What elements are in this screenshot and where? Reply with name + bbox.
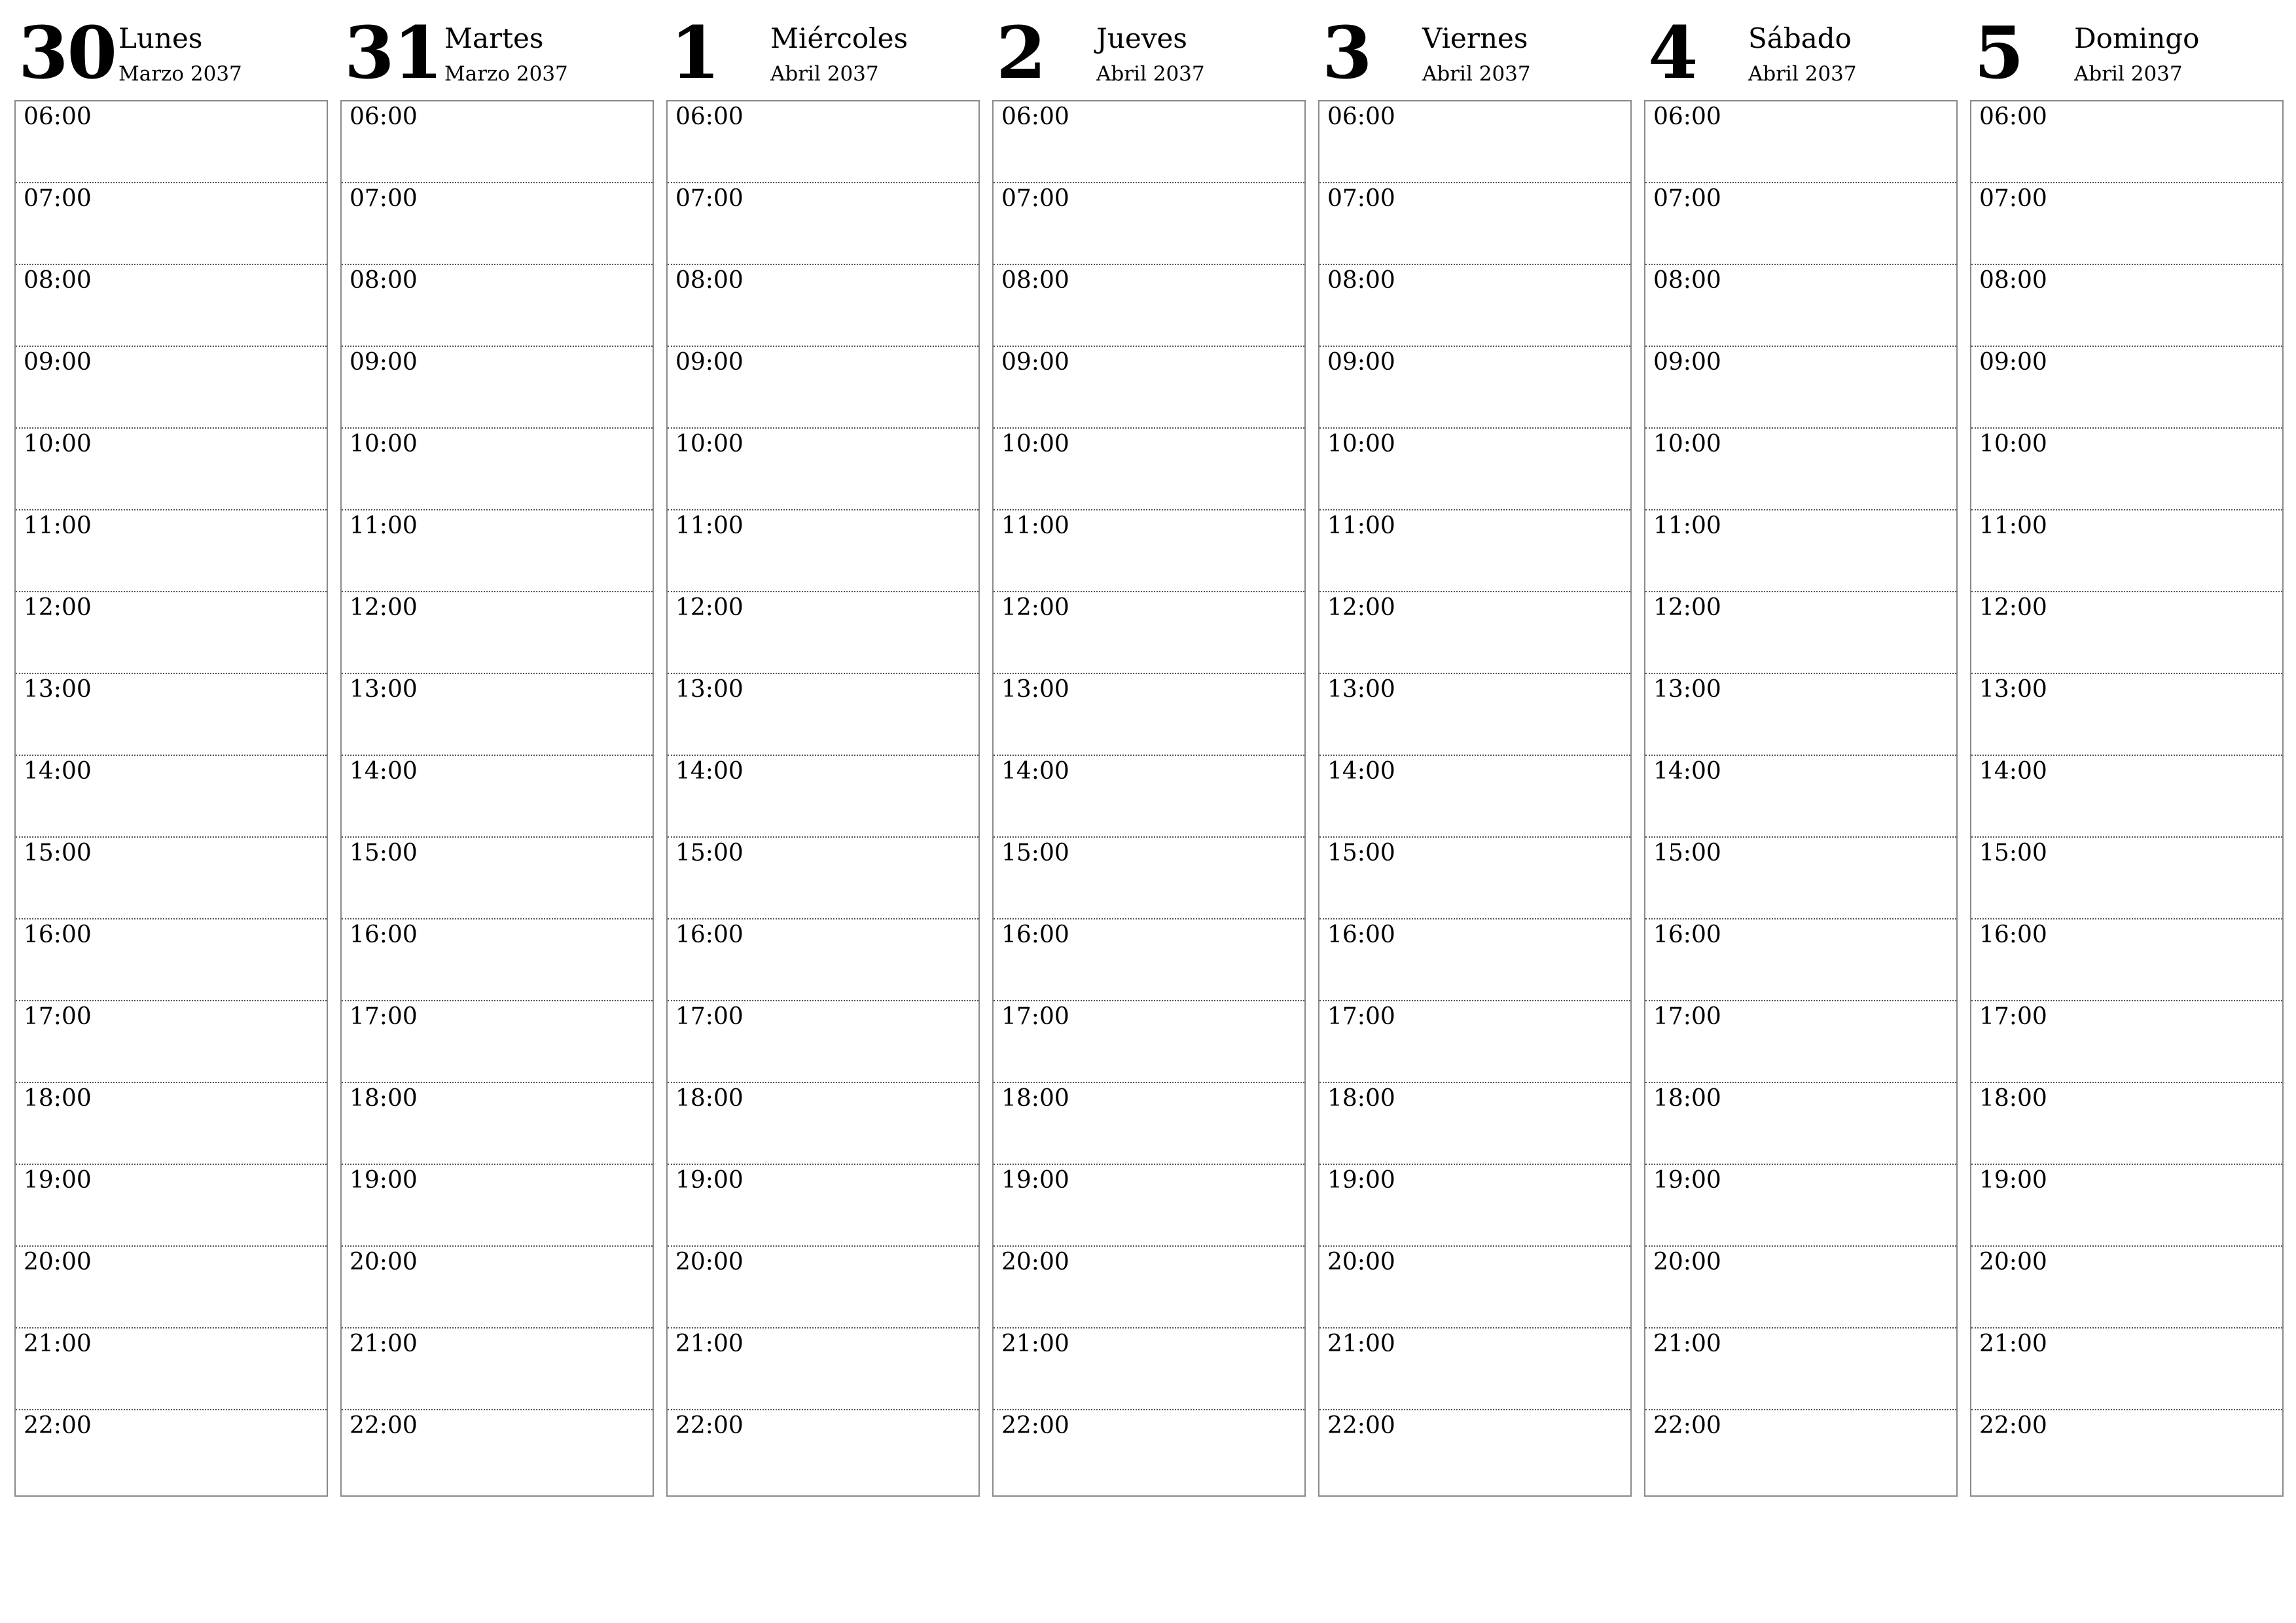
time-label: 12:00 bbox=[1327, 594, 1395, 621]
time-slot[interactable] bbox=[668, 347, 978, 429]
time-label: 16:00 bbox=[1653, 921, 1721, 948]
time-slot[interactable] bbox=[16, 838, 327, 919]
time-slot[interactable] bbox=[1971, 429, 2282, 510]
time-slot[interactable] bbox=[342, 265, 653, 347]
time-slot[interactable] bbox=[994, 1165, 1304, 1247]
time-label: 09:00 bbox=[675, 349, 744, 376]
time-label: 11:00 bbox=[24, 512, 92, 539]
time-label: 20:00 bbox=[1979, 1249, 2047, 1275]
time-slot[interactable] bbox=[668, 101, 978, 183]
time-label: 07:00 bbox=[1327, 185, 1395, 212]
time-slot[interactable] bbox=[668, 674, 978, 756]
time-slot[interactable] bbox=[994, 674, 1304, 756]
time-slot[interactable] bbox=[1971, 1247, 2282, 1329]
time-slot[interactable] bbox=[668, 919, 978, 1001]
time-slot[interactable] bbox=[1319, 347, 1630, 429]
time-slot[interactable] bbox=[1319, 1410, 1630, 1492]
day-schedule-box bbox=[992, 100, 1306, 1497]
time-slot[interactable] bbox=[16, 429, 327, 510]
time-slot[interactable] bbox=[342, 592, 653, 674]
time-label: 17:00 bbox=[1001, 1003, 1069, 1030]
time-slot[interactable] bbox=[668, 592, 978, 674]
time-label: 09:00 bbox=[1001, 349, 1069, 376]
time-label: 10:00 bbox=[1979, 431, 2047, 457]
time-label: 17:00 bbox=[1653, 1003, 1721, 1030]
time-label: 17:00 bbox=[1979, 1003, 2047, 1030]
time-label: 20:00 bbox=[350, 1249, 418, 1275]
time-slot[interactable] bbox=[342, 101, 653, 183]
time-slot[interactable] bbox=[1971, 101, 2282, 183]
time-slot[interactable] bbox=[1319, 183, 1630, 265]
day-number: 1 bbox=[670, 10, 719, 95]
time-label: 22:00 bbox=[1979, 1412, 2047, 1439]
time-label: 10:00 bbox=[350, 431, 418, 457]
time-label: 15:00 bbox=[1653, 840, 1721, 866]
time-label: 12:00 bbox=[24, 594, 92, 621]
time-label: 12:00 bbox=[675, 594, 744, 621]
time-label: 14:00 bbox=[675, 758, 744, 785]
time-slot[interactable] bbox=[1319, 919, 1630, 1001]
time-slot[interactable] bbox=[1971, 919, 2282, 1001]
day-header bbox=[1970, 0, 2284, 101]
time-label: 11:00 bbox=[1653, 512, 1721, 539]
time-slot[interactable] bbox=[668, 1083, 978, 1165]
time-slot[interactable] bbox=[16, 347, 327, 429]
time-label: 06:00 bbox=[675, 103, 744, 130]
time-slot[interactable] bbox=[1319, 1165, 1630, 1247]
time-slot[interactable] bbox=[1645, 674, 1956, 756]
time-slot[interactable] bbox=[1319, 1001, 1630, 1083]
time-label: 16:00 bbox=[675, 921, 744, 948]
time-slot[interactable] bbox=[1319, 1329, 1630, 1410]
time-slot[interactable] bbox=[668, 1165, 978, 1247]
time-slot[interactable] bbox=[1319, 674, 1630, 756]
time-label: 20:00 bbox=[1327, 1249, 1395, 1275]
time-slot[interactable] bbox=[1971, 674, 2282, 756]
time-label: 08:00 bbox=[675, 267, 744, 294]
day-header bbox=[992, 0, 1306, 101]
time-slot[interactable] bbox=[668, 265, 978, 347]
day-header bbox=[14, 0, 328, 101]
day-number: 3 bbox=[1322, 10, 1371, 95]
time-label: 06:00 bbox=[24, 103, 92, 130]
time-slot[interactable] bbox=[16, 592, 327, 674]
time-label: 07:00 bbox=[24, 185, 92, 212]
time-label: 12:00 bbox=[350, 594, 418, 621]
time-label: 15:00 bbox=[1979, 840, 2047, 866]
time-label: 14:00 bbox=[1001, 758, 1069, 785]
time-label: 21:00 bbox=[1327, 1330, 1395, 1357]
day-number: 5 bbox=[1974, 10, 2023, 95]
day-column bbox=[340, 0, 654, 1439]
time-slot[interactable] bbox=[1319, 756, 1630, 838]
time-label: 20:00 bbox=[1001, 1249, 1069, 1275]
time-label: 15:00 bbox=[675, 840, 744, 866]
time-label: 08:00 bbox=[350, 267, 418, 294]
time-slot[interactable] bbox=[994, 265, 1304, 347]
time-label: 22:00 bbox=[24, 1412, 92, 1439]
time-slot[interactable] bbox=[1319, 1247, 1630, 1329]
time-label: 09:00 bbox=[1327, 349, 1395, 376]
time-slot[interactable] bbox=[342, 347, 653, 429]
time-slot[interactable] bbox=[16, 1001, 327, 1083]
time-slot[interactable] bbox=[1645, 1410, 1956, 1492]
time-label: 08:00 bbox=[1327, 267, 1395, 294]
time-slot[interactable] bbox=[1971, 347, 2282, 429]
time-slot[interactable] bbox=[1319, 592, 1630, 674]
time-label: 12:00 bbox=[1979, 594, 2047, 621]
time-slot[interactable] bbox=[16, 1410, 327, 1492]
time-label: 11:00 bbox=[675, 512, 744, 539]
time-label: 21:00 bbox=[1653, 1330, 1721, 1357]
time-label: 13:00 bbox=[1653, 676, 1721, 703]
day-column bbox=[666, 0, 980, 1439]
time-slot[interactable] bbox=[342, 838, 653, 919]
day-column bbox=[992, 0, 1306, 1439]
time-slot[interactable] bbox=[1971, 265, 2282, 347]
time-label: 22:00 bbox=[1001, 1412, 1069, 1439]
time-label: 13:00 bbox=[24, 676, 92, 703]
time-slot[interactable] bbox=[668, 1001, 978, 1083]
day-column bbox=[1318, 0, 1632, 1439]
time-label: 16:00 bbox=[1001, 921, 1069, 948]
month-year: Abril 2037 bbox=[770, 62, 879, 86]
day-header bbox=[1318, 0, 1632, 101]
month-year: Marzo 2037 bbox=[118, 62, 242, 86]
time-slot[interactable] bbox=[994, 429, 1304, 510]
time-label: 19:00 bbox=[24, 1167, 92, 1194]
time-slot[interactable] bbox=[1645, 347, 1956, 429]
day-schedule-box bbox=[666, 100, 980, 1497]
time-label: 11:00 bbox=[1327, 512, 1395, 539]
time-slot[interactable] bbox=[1645, 1247, 1956, 1329]
day-number: 30 bbox=[18, 10, 117, 95]
time-label: 10:00 bbox=[1327, 431, 1395, 457]
time-label: 08:00 bbox=[24, 267, 92, 294]
weekday-name: Viernes bbox=[1422, 22, 1528, 54]
time-label: 15:00 bbox=[350, 840, 418, 866]
time-label: 10:00 bbox=[24, 431, 92, 457]
time-label: 07:00 bbox=[1653, 185, 1721, 212]
time-slot[interactable] bbox=[1645, 838, 1956, 919]
time-slot[interactable] bbox=[1645, 919, 1956, 1001]
time-slot[interactable] bbox=[1645, 1001, 1956, 1083]
month-year: Abril 2037 bbox=[1096, 62, 1205, 86]
time-slot[interactable] bbox=[994, 756, 1304, 838]
time-slot[interactable] bbox=[1645, 101, 1956, 183]
time-slot[interactable] bbox=[1645, 510, 1956, 592]
time-slot[interactable] bbox=[16, 674, 327, 756]
time-slot[interactable] bbox=[1319, 265, 1630, 347]
time-label: 21:00 bbox=[675, 1330, 744, 1357]
time-slot[interactable] bbox=[1971, 1083, 2282, 1165]
time-slot[interactable] bbox=[1971, 838, 2282, 919]
time-label: 10:00 bbox=[1001, 431, 1069, 457]
time-slot[interactable] bbox=[668, 1329, 978, 1410]
time-slot[interactable] bbox=[994, 510, 1304, 592]
time-label: 12:00 bbox=[1001, 594, 1069, 621]
time-label: 17:00 bbox=[350, 1003, 418, 1030]
time-slot[interactable] bbox=[342, 1410, 653, 1492]
weekday-name: Miércoles bbox=[770, 22, 908, 54]
time-slot[interactable] bbox=[668, 756, 978, 838]
time-slot[interactable] bbox=[1971, 183, 2282, 265]
time-slot[interactable] bbox=[1971, 1001, 2282, 1083]
time-slot[interactable] bbox=[1645, 1083, 1956, 1165]
time-slot[interactable] bbox=[342, 510, 653, 592]
time-label: 19:00 bbox=[350, 1167, 418, 1194]
time-slot[interactable] bbox=[994, 101, 1304, 183]
time-label: 10:00 bbox=[675, 431, 744, 457]
time-label: 21:00 bbox=[1001, 1330, 1069, 1357]
time-label: 15:00 bbox=[1001, 840, 1069, 866]
time-label: 19:00 bbox=[1653, 1167, 1721, 1194]
time-label: 15:00 bbox=[24, 840, 92, 866]
time-label: 20:00 bbox=[1653, 1249, 1721, 1275]
time-slot[interactable] bbox=[16, 265, 327, 347]
time-slot[interactable] bbox=[342, 183, 653, 265]
time-label: 13:00 bbox=[1327, 676, 1395, 703]
time-label: 06:00 bbox=[1001, 103, 1069, 130]
time-slot[interactable] bbox=[668, 1410, 978, 1492]
time-slot[interactable] bbox=[994, 1001, 1304, 1083]
time-label: 19:00 bbox=[1001, 1167, 1069, 1194]
day-header bbox=[666, 0, 980, 101]
time-label: 18:00 bbox=[350, 1085, 418, 1112]
time-label: 07:00 bbox=[675, 185, 744, 212]
day-schedule-box bbox=[340, 100, 654, 1497]
time-slot[interactable] bbox=[668, 1247, 978, 1329]
time-slot[interactable] bbox=[994, 838, 1304, 919]
time-slot[interactable] bbox=[16, 101, 327, 183]
time-slot[interactable] bbox=[16, 756, 327, 838]
weekday-name: Martes bbox=[444, 22, 544, 54]
time-slot[interactable] bbox=[994, 347, 1304, 429]
time-slot[interactable] bbox=[1645, 265, 1956, 347]
month-year: Marzo 2037 bbox=[444, 62, 568, 86]
day-header bbox=[340, 0, 654, 101]
time-label: 19:00 bbox=[1327, 1167, 1395, 1194]
time-label: 17:00 bbox=[1327, 1003, 1395, 1030]
day-header bbox=[1644, 0, 1958, 101]
time-slot[interactable] bbox=[16, 919, 327, 1001]
weekday-name: Lunes bbox=[118, 22, 203, 54]
time-slot[interactable] bbox=[994, 919, 1304, 1001]
time-slot[interactable] bbox=[994, 1329, 1304, 1410]
time-label: 21:00 bbox=[350, 1330, 418, 1357]
time-slot[interactable] bbox=[1319, 1083, 1630, 1165]
weekday-name: Sábado bbox=[1748, 22, 1852, 54]
time-slot[interactable] bbox=[16, 183, 327, 265]
time-slot[interactable] bbox=[1645, 1165, 1956, 1247]
day-schedule-box bbox=[1970, 100, 2284, 1497]
time-label: 18:00 bbox=[1979, 1085, 2047, 1112]
time-slot[interactable] bbox=[668, 429, 978, 510]
day-number: 31 bbox=[344, 10, 442, 95]
time-label: 15:00 bbox=[1327, 840, 1395, 866]
time-slot[interactable] bbox=[668, 510, 978, 592]
time-label: 08:00 bbox=[1979, 267, 2047, 294]
time-slot[interactable] bbox=[342, 1165, 653, 1247]
time-label: 20:00 bbox=[675, 1249, 744, 1275]
time-label: 14:00 bbox=[350, 758, 418, 785]
time-slot[interactable] bbox=[342, 1001, 653, 1083]
day-column bbox=[14, 0, 328, 1439]
time-slot[interactable] bbox=[994, 183, 1304, 265]
time-label: 09:00 bbox=[24, 349, 92, 376]
time-label: 18:00 bbox=[1653, 1085, 1721, 1112]
time-slot[interactable] bbox=[668, 838, 978, 919]
time-label: 09:00 bbox=[1653, 349, 1721, 376]
time-label: 06:00 bbox=[1327, 103, 1395, 130]
weekday-name: Domingo bbox=[2074, 22, 2200, 54]
time-slot[interactable] bbox=[342, 1247, 653, 1329]
time-label: 18:00 bbox=[1327, 1085, 1395, 1112]
month-year: Abril 2037 bbox=[2074, 62, 2183, 86]
time-label: 13:00 bbox=[350, 676, 418, 703]
time-label: 22:00 bbox=[350, 1412, 418, 1439]
time-slot[interactable] bbox=[342, 1083, 653, 1165]
time-label: 06:00 bbox=[1979, 103, 2047, 130]
time-label: 18:00 bbox=[1001, 1085, 1069, 1112]
time-label: 18:00 bbox=[675, 1085, 744, 1112]
time-slot[interactable] bbox=[16, 1247, 327, 1329]
time-slot[interactable] bbox=[1971, 510, 2282, 592]
time-label: 13:00 bbox=[1001, 676, 1069, 703]
time-slot[interactable] bbox=[994, 1083, 1304, 1165]
time-label: 10:00 bbox=[1653, 431, 1721, 457]
time-label: 22:00 bbox=[1327, 1412, 1395, 1439]
time-slot[interactable] bbox=[1645, 1329, 1956, 1410]
time-label: 16:00 bbox=[1327, 921, 1395, 948]
time-label: 20:00 bbox=[24, 1249, 92, 1275]
time-label: 11:00 bbox=[1979, 512, 2047, 539]
time-slot[interactable] bbox=[1319, 101, 1630, 183]
time-slot[interactable] bbox=[16, 1083, 327, 1165]
day-column bbox=[1970, 0, 2284, 1439]
day-schedule-box bbox=[1644, 100, 1958, 1497]
time-slot[interactable] bbox=[1319, 838, 1630, 919]
time-slot[interactable] bbox=[994, 1410, 1304, 1492]
month-year: Abril 2037 bbox=[1422, 62, 1531, 86]
time-label: 14:00 bbox=[1653, 758, 1721, 785]
time-slot[interactable] bbox=[342, 674, 653, 756]
weekday-name: Jueves bbox=[1096, 22, 1187, 54]
time-label: 06:00 bbox=[1653, 103, 1721, 130]
time-slot[interactable] bbox=[342, 756, 653, 838]
time-label: 13:00 bbox=[1979, 676, 2047, 703]
time-label: 13:00 bbox=[675, 676, 744, 703]
time-label: 08:00 bbox=[1001, 267, 1069, 294]
time-label: 11:00 bbox=[1001, 512, 1069, 539]
time-label: 14:00 bbox=[1327, 758, 1395, 785]
month-year: Abril 2037 bbox=[1748, 62, 1857, 86]
day-column bbox=[1644, 0, 1958, 1439]
time-label: 16:00 bbox=[24, 921, 92, 948]
time-label: 22:00 bbox=[1653, 1412, 1721, 1439]
time-slot[interactable] bbox=[342, 919, 653, 1001]
time-slot[interactable] bbox=[1645, 592, 1956, 674]
time-label: 08:00 bbox=[1653, 267, 1721, 294]
time-slot[interactable] bbox=[1971, 1410, 2282, 1492]
day-number: 4 bbox=[1648, 10, 1697, 95]
time-slot[interactable] bbox=[1645, 429, 1956, 510]
time-slot[interactable] bbox=[1971, 1165, 2282, 1247]
day-schedule-box bbox=[14, 100, 328, 1497]
time-label: 19:00 bbox=[675, 1167, 744, 1194]
time-label: 07:00 bbox=[350, 185, 418, 212]
time-label: 16:00 bbox=[350, 921, 418, 948]
time-slot[interactable] bbox=[16, 1165, 327, 1247]
time-label: 22:00 bbox=[675, 1412, 744, 1439]
time-label: 18:00 bbox=[24, 1085, 92, 1112]
time-label: 17:00 bbox=[675, 1003, 744, 1030]
time-slot[interactable] bbox=[342, 429, 653, 510]
time-slot[interactable] bbox=[994, 1247, 1304, 1329]
time-label: 11:00 bbox=[350, 512, 418, 539]
time-slot[interactable] bbox=[342, 1329, 653, 1410]
time-slot[interactable] bbox=[16, 1329, 327, 1410]
time-slot[interactable] bbox=[1645, 183, 1956, 265]
time-slot[interactable] bbox=[1645, 756, 1956, 838]
time-label: 14:00 bbox=[24, 758, 92, 785]
time-label: 07:00 bbox=[1001, 185, 1069, 212]
time-label: 12:00 bbox=[1653, 594, 1721, 621]
time-label: 21:00 bbox=[1979, 1330, 2047, 1357]
time-slot[interactable] bbox=[16, 510, 327, 592]
time-slot[interactable] bbox=[1971, 592, 2282, 674]
time-slot[interactable] bbox=[1971, 756, 2282, 838]
time-slot[interactable] bbox=[994, 592, 1304, 674]
time-label: 14:00 bbox=[1979, 758, 2047, 785]
time-slot[interactable] bbox=[668, 183, 978, 265]
time-label: 16:00 bbox=[1979, 921, 2047, 948]
day-schedule-box bbox=[1318, 100, 1632, 1497]
time-label: 06:00 bbox=[350, 103, 418, 130]
time-label: 19:00 bbox=[1979, 1167, 2047, 1194]
day-number: 2 bbox=[996, 10, 1045, 95]
time-label: 21:00 bbox=[24, 1330, 92, 1357]
time-label: 09:00 bbox=[350, 349, 418, 376]
time-label: 07:00 bbox=[1979, 185, 2047, 212]
time-label: 09:00 bbox=[1979, 349, 2047, 376]
time-slot[interactable] bbox=[1971, 1329, 2282, 1410]
time-label: 17:00 bbox=[24, 1003, 92, 1030]
time-slot[interactable] bbox=[1319, 510, 1630, 592]
time-slot[interactable] bbox=[1319, 429, 1630, 510]
